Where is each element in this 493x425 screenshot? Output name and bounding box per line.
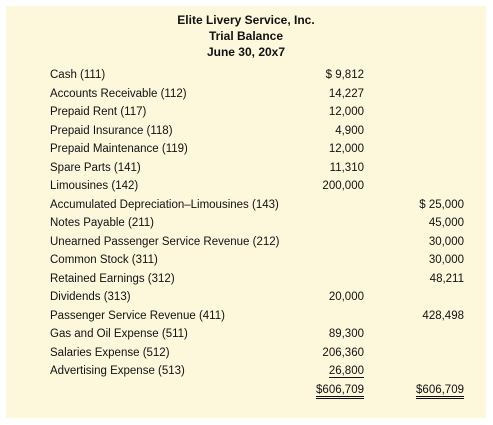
table-row — [6, 328, 486, 346]
table-row — [6, 199, 486, 217]
credit-amount: 30,000 — [428, 254, 464, 266]
debit-amount: 89,300 — [328, 328, 364, 340]
account-name: Accounts Receivable (112) — [50, 87, 187, 100]
table-row — [6, 180, 486, 198]
table-row — [6, 273, 486, 291]
debit-amount: 206,360 — [322, 346, 364, 359]
totals-row — [6, 384, 486, 402]
statement-title: Trial Balance — [208, 29, 284, 43]
table-row — [6, 69, 486, 87]
account-name: Gas and Oil Expense (511) — [50, 328, 188, 340]
trial-balance-panel — [6, 6, 486, 418]
account-name: Salaries Expense (512) — [50, 346, 170, 359]
table-row — [6, 365, 486, 383]
credit-amount: 45,000 — [428, 217, 464, 229]
account-name: Retained Earnings (312) — [50, 272, 175, 285]
table-row — [6, 347, 486, 365]
debit-amount: $ 9,812 — [325, 69, 364, 81]
account-name: Common Stock (311) — [50, 254, 158, 266]
table-row — [6, 217, 486, 235]
table-row — [6, 125, 486, 143]
table-row — [6, 106, 486, 124]
account-name: Accumulated Depreciation–Limousines (143) — [50, 198, 279, 211]
table-row — [6, 310, 486, 328]
table-row — [6, 236, 486, 254]
debit-amount: 200,000 — [322, 180, 364, 192]
credit-amount: 428,498 — [422, 309, 464, 322]
account-name: Unearned Passenger Service Revenue (212) — [50, 235, 280, 248]
table-row — [6, 291, 486, 309]
account-name: Prepaid Rent (117) — [50, 106, 147, 118]
account-name: Cash (111) — [50, 69, 106, 81]
debit-amount: 12,000 — [328, 106, 364, 118]
credit-amount: 30,000 — [428, 235, 464, 248]
account-name: Prepaid Maintenance (119) — [50, 143, 188, 155]
account-name: Spare Parts (141) — [50, 161, 141, 174]
table-row — [6, 254, 486, 272]
debit-amount: 26,800 — [328, 365, 364, 377]
statement-date: June 30, 20x7 — [206, 45, 286, 59]
account-name: Prepaid Insurance (118) — [50, 124, 173, 137]
table-row — [6, 143, 486, 161]
credit-amount: $ 25,000 — [419, 198, 464, 211]
debit-amount: 20,000 — [328, 291, 364, 303]
debit-total: $606,709 — [316, 384, 364, 399]
table-row — [6, 162, 486, 180]
credit-total: $606,709 — [416, 384, 464, 399]
account-name: Passenger Service Revenue (411) — [50, 309, 225, 322]
account-name: Advertising Expense (513) — [50, 365, 185, 377]
credit-amount: 48,211 — [429, 272, 464, 285]
account-name: Notes Payable (211) — [50, 217, 154, 229]
account-name: Limousines (142) — [50, 180, 139, 192]
debit-amount: 12,000 — [328, 143, 364, 155]
debit-amount: 14,227 — [328, 87, 364, 100]
account-name: Dividends (313) — [50, 291, 131, 303]
debit-amount: 4,900 — [335, 124, 364, 137]
debit-amount: 11,310 — [329, 161, 364, 174]
company-name: Elite Livery Service, Inc. — [177, 13, 315, 27]
table-row — [6, 88, 486, 106]
